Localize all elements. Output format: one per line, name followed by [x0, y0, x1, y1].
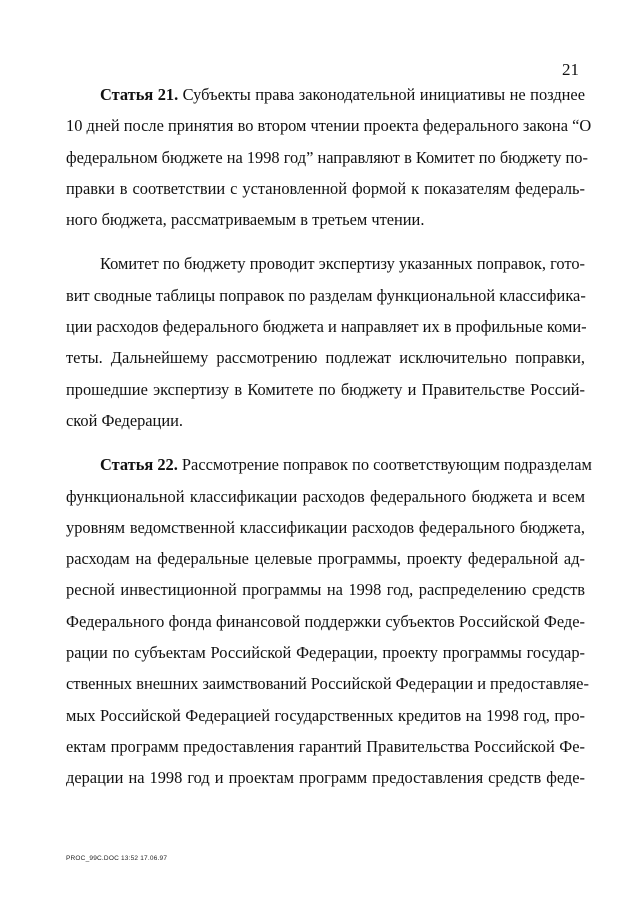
text-line: федеральном бюджете на 1998 год” направляют в Комитет по бюджету по-: [66, 147, 588, 167]
text-line: рации по субъектам Российской Федерации, проекту программы государ-: [66, 643, 585, 663]
text-line: ектам программ предоставления гарантий Правительства Российской Фе-: [66, 736, 585, 756]
text-line: ственных внешних заимствований Российской Федерации и предоставляе-: [66, 674, 589, 694]
paragraph-gap: [66, 436, 585, 449]
text-line-content: Субъекты права законодательной инициативы не позднее: [178, 85, 585, 104]
article-22-paragraph: [66, 449, 592, 793]
document-footer: PROC_99C.DOC 13:52 17.06.97: [66, 855, 168, 862]
text-line: дерации на 1998 год и проектам программ предоставления средств феде-: [66, 768, 585, 788]
paragraph-gap: [66, 235, 585, 248]
article-21-heading: Статья 21.: [100, 85, 179, 104]
text-line: расходам на федеральные целевые программы, проекту федеральной ад-: [66, 549, 585, 569]
text-line: ного бюджета, рассматриваемым в третьем чтении.: [66, 210, 425, 230]
text-line: ции расходов федерального бюджета и направляет их в профильные коми-: [66, 317, 587, 337]
text-line: ской Федерации.: [66, 410, 183, 430]
text-line: мых Российской Федерацией государственных кредитов на 1998 год, про-: [66, 705, 585, 725]
text-line: правки в соответствии с установленной формой к показателям федераль-: [66, 178, 585, 198]
text-line: [66, 449, 592, 480]
text-line: [66, 79, 585, 110]
text-line: ресной инвестиционной программы на 1998 год, распределению средств: [66, 580, 585, 600]
budget-committee-paragraph: [66, 248, 585, 436]
page-number: 21: [562, 60, 579, 79]
text-line: вит сводные таблицы поправок по разделам функциональной классифика-: [66, 285, 586, 305]
text-line: функциональной классификации расходов федерального бюджета и всем: [66, 486, 585, 506]
text-line: теты. Дальнейшему рассмотрению подлежат исключительно поправки,: [66, 348, 585, 368]
text-line-content: Рассмотрение поправок по соответствующим подразделам: [177, 455, 592, 475]
article-21-paragraph: [66, 79, 592, 235]
article-22-heading: Статья 22.: [100, 455, 178, 475]
text-line: Комитет по бюджету проводит экспертизу указанных поправок, гото-: [100, 254, 585, 274]
text-line: Федерального фонда финансовой поддержки субъектов Российской Феде-: [66, 611, 585, 631]
text-line: прошедшие экспертизу в Комитете по бюджету и Правительстве Россий-: [66, 379, 585, 399]
text-line: уровням ведомственной классификации расходов федерального бюджета,: [66, 517, 585, 537]
text-line: 10 дней после принятия во втором чтении проекта федерального закона “О: [66, 116, 592, 136]
document-body: [66, 79, 592, 794]
